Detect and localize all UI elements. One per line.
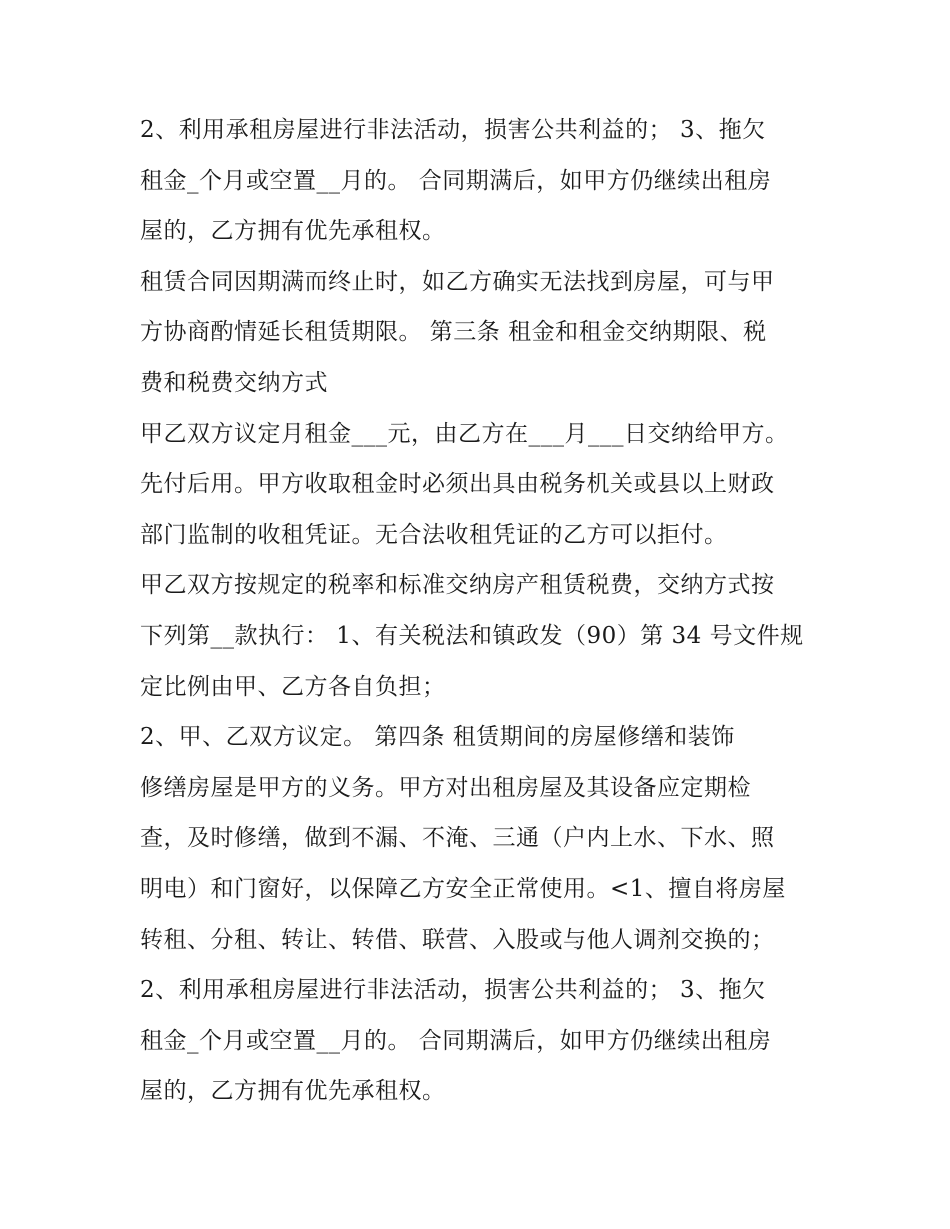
text-line: 2、利用承租房屋进行非法活动，损害公共利益的； 3、拖欠: [140, 977, 766, 1003]
text-line: 修缮房屋是甲方的义务。甲方对出租房屋及其设备应定期检: [140, 775, 751, 801]
text-line: 2、甲、乙双方议定。 第四条 租赁期间的房屋修缮和装饰: [140, 724, 735, 750]
text-line: 部门监制的收租凭证。无合法收租凭证的乙方可以拒付。: [140, 522, 728, 548]
text-line: 明电）和门窗好，以保障乙方安全正常使用。<1、擅自将房屋: [140, 876, 786, 902]
text-line: 甲乙双方议定月租金___元，由乙方在___月___日交纳给甲方。: [140, 421, 789, 447]
text-line: 下列第__款执行： 1、有关税法和镇政发（90）第 34 号文件规: [140, 623, 804, 649]
text-line: 方协商酌情延长租赁期限。 第三条 租金和租金交纳期限、税: [140, 319, 767, 345]
text-line: 查，及时修缮，做到不漏、不淹、三通（户内上水、下水、照: [140, 825, 775, 851]
text-line: 定比例由甲、乙方各自负担；: [140, 674, 446, 700]
text-line: 租赁合同因期满而终止时，如乙方确实无法找到房屋，可与甲: [140, 269, 775, 295]
text-line: 转租、分租、转让、转借、联营、入股或与他人调剂交换的；: [140, 927, 775, 953]
text-line: 屋的，乙方拥有优先承租权。: [140, 1078, 446, 1104]
text-line: 租金_个月或空置__月的。 合同期满后，如甲方仍继续出租房: [140, 168, 772, 194]
text-line: 甲乙双方按规定的税率和标准交纳房产租赁税费，交纳方式按: [140, 572, 775, 598]
text-line: 屋的，乙方拥有优先承租权。: [140, 218, 446, 244]
text-line: 租金_个月或空置__月的。 合同期满后，如甲方仍继续出租房: [140, 1028, 772, 1054]
text-line: 先付后用。甲方收取租金时必须出具由税务机关或县以上财政: [140, 471, 775, 497]
text-line: 费和税费交纳方式: [140, 370, 328, 396]
text-line: 2、利用承租房屋进行非法活动，损害公共利益的； 3、拖欠: [140, 117, 766, 143]
